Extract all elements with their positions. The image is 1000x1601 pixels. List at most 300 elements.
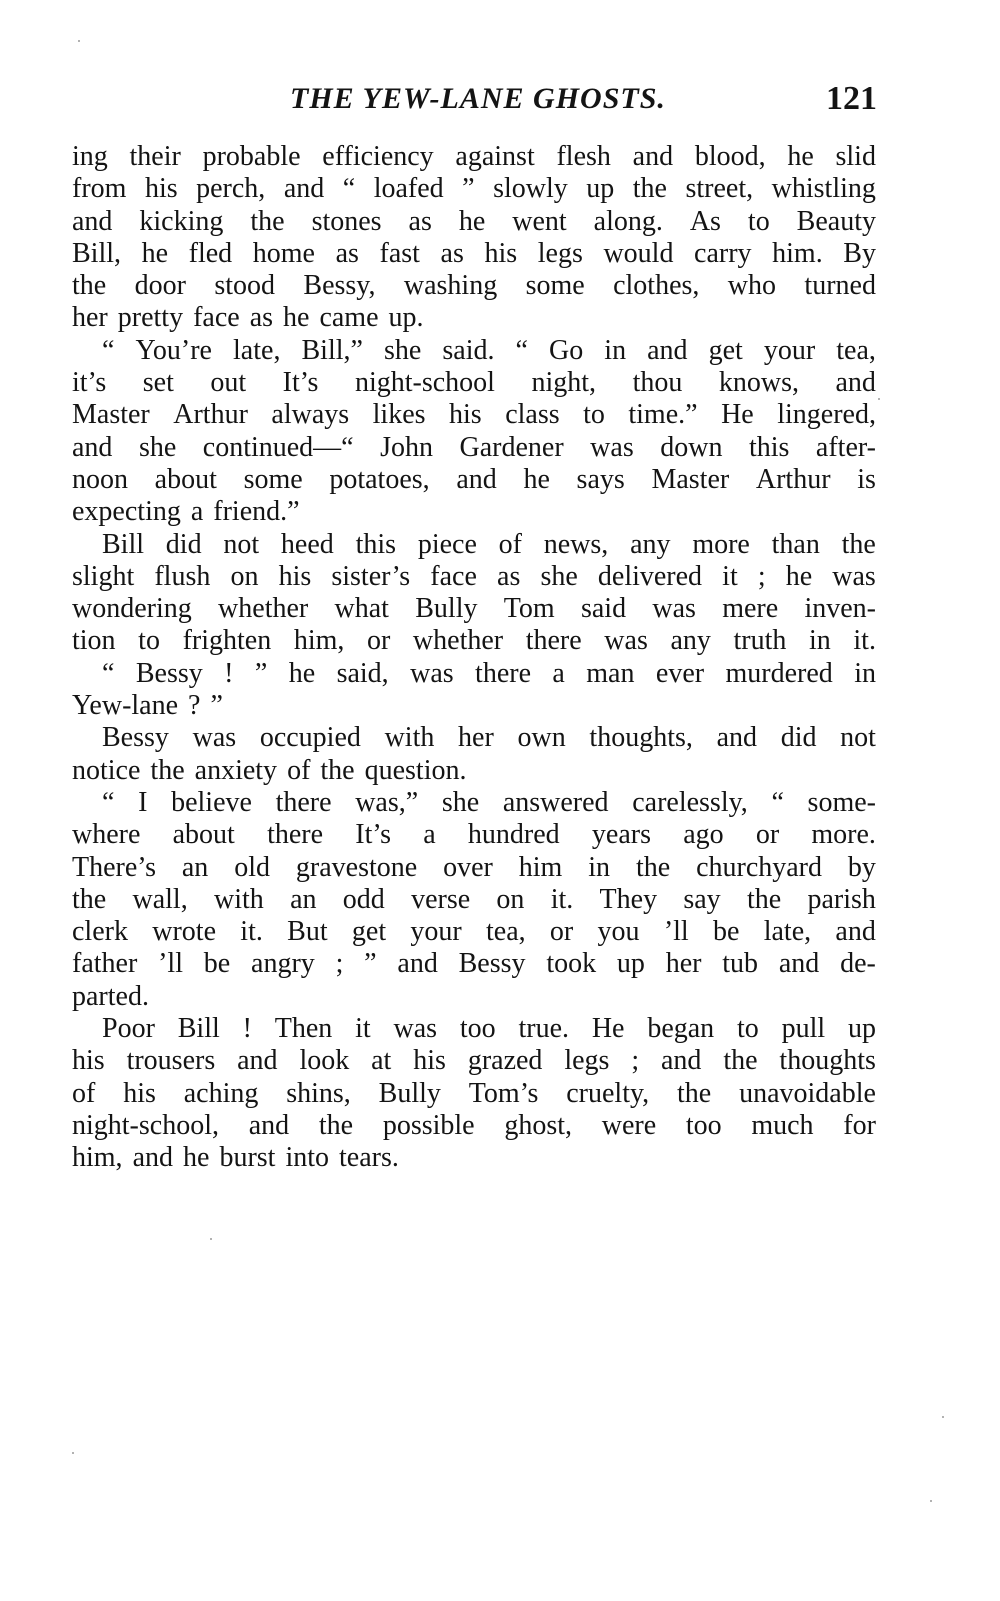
word: “ [102,657,115,689]
word: where [72,819,141,851]
text-line [72,529,876,561]
word: of [498,528,522,560]
text-line [72,1078,876,1110]
word: anxiety [194,754,278,786]
word: was [604,625,648,657]
word: get [708,334,743,366]
word: murdered [725,657,833,689]
word: up [586,173,615,205]
word: street, [685,173,754,205]
word: Tom [503,593,555,625]
word: was [832,560,876,592]
word: on [230,560,259,592]
text-line [72,335,876,367]
word: ’ll [158,948,183,980]
word: time.” [628,399,698,431]
word: verse [411,883,471,915]
word: carelessly, [632,786,748,818]
word: out [210,367,247,399]
word: Yew-lane [72,690,179,722]
text-line [72,367,876,399]
word: to [737,1013,759,1045]
word: his [278,560,312,592]
word: Bill,” [301,334,363,366]
word: “ [515,334,528,366]
word: your [410,916,462,948]
word: door [134,270,186,302]
word: ; [757,560,766,592]
word: get [351,916,387,948]
paper-speck [942,1416,944,1418]
word: “ [102,334,115,366]
word: on [496,883,525,915]
word: news, [543,528,609,560]
word: wondering [72,593,192,625]
word: him [518,851,563,883]
text-line [72,948,876,980]
word: potatoes, [329,463,430,495]
paper-speck [930,1500,932,1502]
word: It’s [355,819,392,851]
word: “ [102,786,115,818]
word: there [267,819,324,851]
word: the [677,1077,712,1109]
word: own [517,722,566,754]
word: against [455,141,535,172]
word: in [854,657,876,689]
word: him, [293,625,345,657]
text-line [72,593,876,625]
word: after- [815,431,876,463]
word: from [72,173,127,205]
word: or [549,916,574,948]
word: this [748,431,790,463]
word: and [835,367,876,399]
word: he [183,1142,210,1174]
word: would [603,237,674,269]
word: slid [835,141,876,172]
word: You’re [135,334,212,366]
word: tears. [339,1142,399,1174]
word: too [459,1013,496,1045]
word: it [722,560,738,592]
word: than [771,528,820,560]
text-line [72,1110,876,1142]
word: sister’s [331,560,411,592]
word: be [712,916,740,948]
word: occupied [259,722,361,754]
word: she [540,560,578,592]
word: any [630,528,671,560]
word: Bessy [102,722,169,754]
word: she [441,786,480,818]
word: were [601,1109,657,1141]
word: and [283,173,325,205]
word: wrote [152,916,217,948]
word: the [320,754,355,786]
word: his [449,399,482,431]
word: came [319,302,379,334]
word: not [840,722,876,754]
word: her [665,948,702,980]
word: along. [593,205,663,237]
word: and [660,1045,702,1077]
text-line [72,302,876,334]
word: “ [342,173,356,205]
word: ing [72,141,108,172]
word: the [318,1109,354,1141]
word: question. [364,754,467,786]
word: ” [254,657,268,689]
word: any [670,625,711,657]
word: They [599,883,658,915]
word: began [647,1013,715,1045]
word: ! [224,657,234,689]
word: stones [311,205,382,237]
word: the [150,754,185,786]
text-line [72,173,876,205]
word: his [413,1045,446,1077]
word: over [443,851,493,883]
word: and [456,463,497,495]
word: she [384,334,422,366]
word: trousers [126,1045,216,1077]
word: noon [72,463,128,495]
word: the [723,1045,758,1077]
word: in [809,625,831,657]
word: clothes, [613,270,700,302]
word: kicking [139,205,224,237]
word: what [334,593,389,625]
word: it. [240,916,263,948]
word: her [72,302,108,334]
word: an [181,851,209,883]
word: this [355,528,397,560]
word: ! [242,1013,252,1045]
word: inven- [804,593,876,625]
text-line [72,690,876,722]
text-line [72,981,876,1013]
word: late, [763,916,812,948]
word: tub [722,948,759,980]
word: believe [171,786,252,818]
text-line [72,432,876,464]
word: wall, [132,883,188,915]
word: it. [853,625,876,657]
word: man [586,657,635,689]
word: likes [372,399,426,431]
running-title: THE YEW-LANE GHOSTS. [290,82,666,115]
word: class [505,399,560,431]
word: pull [781,1013,826,1045]
word: she [138,431,177,463]
word: it’s [72,367,107,399]
word: Arthur [755,463,831,495]
word: as [335,237,359,269]
word: by [847,851,876,883]
word: as [497,560,521,592]
word: piece [417,528,477,560]
word: him. [772,237,823,269]
text-line [72,1045,876,1077]
word: set [142,367,174,399]
word: carry [694,237,752,269]
word: Bill [102,528,145,560]
word: is [857,463,876,495]
word: of [287,754,311,786]
word: knows, [718,367,799,399]
word: he [288,657,316,689]
word: and [716,722,758,754]
word: the [746,883,782,915]
word: blood, [694,141,766,172]
word: at [371,1045,392,1077]
word: tea, [486,916,526,948]
word: there [275,786,332,818]
body-text [72,141,876,1175]
word: ever [655,657,705,689]
text-line [72,270,876,302]
word: aching [183,1077,259,1109]
word: unavoidable [739,1077,876,1109]
word: As [689,205,721,237]
word: up [848,1013,876,1045]
word: Bully [378,1077,441,1109]
word: he [523,463,550,495]
word: took [546,948,597,980]
word: angry [251,948,315,980]
word: Bill [177,1013,220,1045]
word: ghost, [504,1109,572,1141]
word: him, [72,1142,123,1174]
word: and [72,431,113,463]
word: in [588,851,611,883]
word: and [632,141,674,172]
word: shins, [286,1077,351,1109]
text-line [72,625,876,657]
text-line [72,722,876,754]
word: his [123,1077,156,1109]
word: thoughts, [589,722,693,754]
word: But [287,916,328,948]
word: ” [364,948,377,980]
word: and [248,1109,290,1141]
word: He [721,399,754,431]
word: parted. [72,980,149,1012]
word: Bessy [135,657,203,689]
word: did [165,528,202,560]
text-line [72,1013,876,1045]
text-line [72,755,876,787]
word: did [780,722,817,754]
word: truth [733,625,787,657]
word: face [430,560,477,592]
word: mere [722,593,779,625]
word: was,” [355,786,419,818]
word: “ [771,786,784,818]
page-number: 121 [826,80,877,117]
word: I [138,786,148,818]
word: the [250,205,285,237]
word: Bill, [72,237,122,269]
word: it. [550,883,574,915]
word: old [234,851,270,883]
word: Arthur [173,399,248,431]
word: says [576,463,625,495]
word: Master [651,463,730,495]
paper-speck [72,1452,74,1454]
word: to [747,205,770,237]
word: lingered, [777,399,876,431]
word: much [751,1109,814,1141]
word: your [763,334,816,366]
word: it [355,1013,371,1045]
word: whistling [771,173,876,205]
word: frighten [182,625,272,657]
word: thou [632,367,683,399]
text-line [72,916,876,948]
word: fled [188,237,233,269]
word: whether [218,593,309,625]
text-line [72,399,876,431]
word: Bessy, [303,270,376,302]
word: It’s [282,367,319,399]
text-line [72,141,876,173]
word: churchyard [696,851,822,883]
word: or [755,819,780,851]
word: to [138,625,160,657]
word: flesh [556,141,611,172]
word: of [72,1077,96,1109]
word: Master [72,399,150,431]
word: Go [549,334,584,366]
paper-speck [210,1238,212,1240]
word: said, [336,657,389,689]
word: the [635,851,671,883]
text-line [72,496,876,528]
word: tion [72,625,116,657]
word: Tom’s [468,1077,539,1109]
word: parish [807,883,876,915]
word: went [512,205,567,237]
word: slowly [493,173,568,205]
text-line [72,238,876,270]
word: for [843,1109,876,1141]
word: some [243,463,303,495]
paper-speck [878,398,880,400]
word: a [190,496,204,528]
word: tea, [836,334,876,366]
word: with [384,722,435,754]
word: his [144,173,178,205]
word: her [458,722,494,754]
word: or [366,625,391,657]
word: stood [214,270,276,302]
word: late, [233,334,281,366]
word: with [214,883,264,915]
word: you [597,916,640,948]
word: de- [840,948,876,980]
word: ’ll [663,916,689,948]
word: was [192,722,237,754]
word: in [604,334,627,366]
text-line [72,787,876,819]
word: said. [442,334,495,366]
word: continued—“ [202,431,354,463]
text-line [72,658,876,690]
word: ” [210,690,223,722]
word: efficiency [322,141,434,172]
word: thoughts [779,1045,876,1077]
word: too [685,1109,722,1141]
text-line [72,884,876,916]
word: the [72,270,107,302]
word: home [252,237,315,269]
word: By [843,237,876,269]
word: delivered [597,560,703,592]
word: the [72,883,107,915]
word: flush [154,560,211,592]
word: ; [631,1045,640,1077]
word: loafed [373,173,444,205]
word: face [193,302,240,334]
word: look [299,1045,350,1077]
word: as [408,205,432,237]
word: ago [683,819,724,851]
word: friend.” [213,496,300,528]
word: and [778,948,820,980]
word: washing [403,270,498,302]
word: more [692,528,750,560]
word: up. [388,302,424,334]
word: the [632,173,667,205]
paper-speck [78,40,80,42]
word: probable [202,141,301,172]
word: odd [342,883,385,915]
word: who [727,270,777,302]
word: he [787,141,814,172]
word: answered [502,786,609,818]
word: he [283,302,310,334]
word: burst [219,1142,276,1174]
word: a [552,657,565,689]
word: years [591,819,651,851]
word: the [841,528,876,560]
word: his [72,1045,105,1077]
word: perch, [196,173,266,205]
text-line [72,852,876,884]
word: Gardener [459,431,564,463]
word: legs [537,237,583,269]
word: ? [188,690,201,722]
word: was [652,593,696,625]
word: about [172,819,235,851]
word: Poor [102,1013,155,1045]
word: ; [335,948,344,980]
word: Then [274,1013,333,1045]
word: to [583,399,605,431]
word: Bully [415,593,478,625]
word: he [458,205,486,237]
word: into [285,1142,329,1174]
word: hundred [467,819,560,851]
word: as [249,302,274,334]
word: about [154,463,217,495]
word: and [647,334,688,366]
text-line [72,206,876,238]
word: night-school [354,367,495,399]
word: down [660,431,723,463]
